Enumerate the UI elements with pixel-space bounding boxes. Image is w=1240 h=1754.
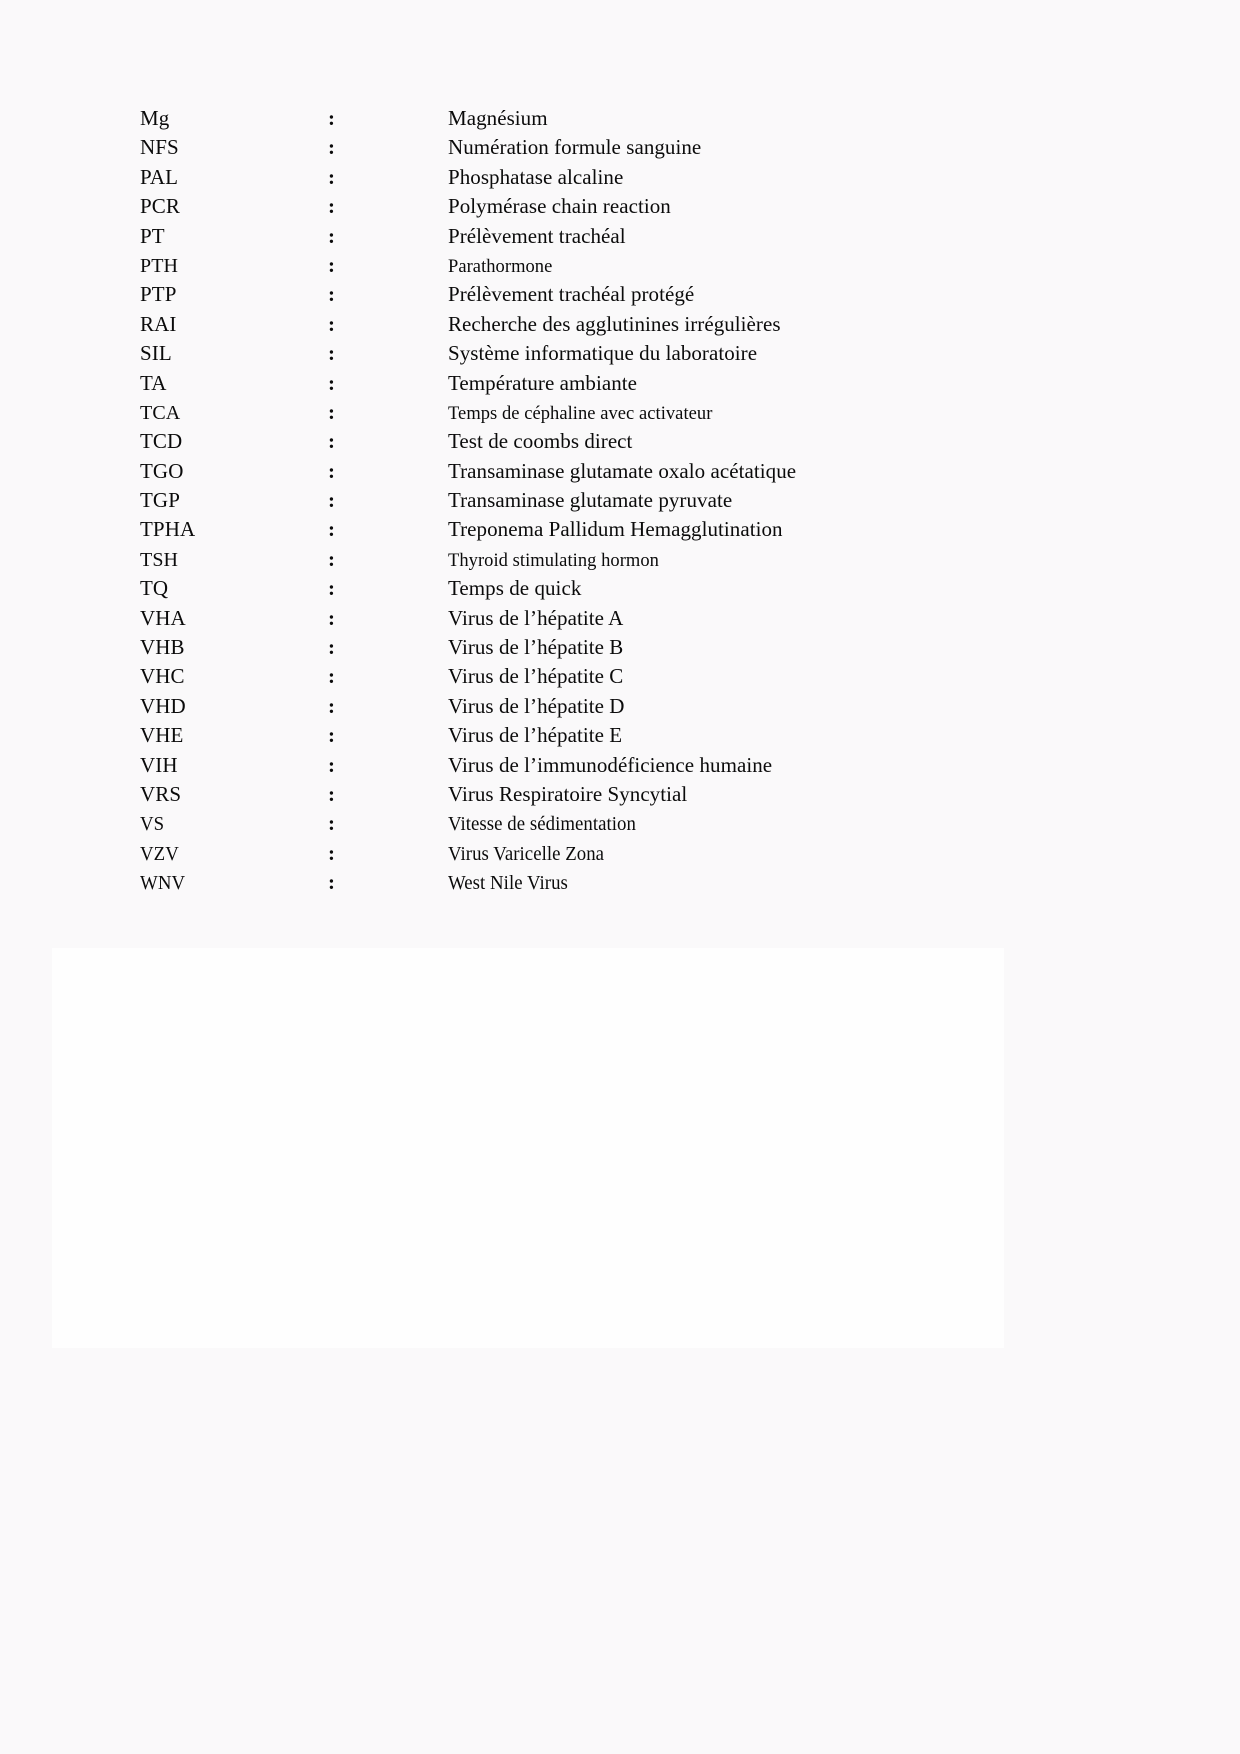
abbreviation-term: TCA [140,401,181,424]
abbreviation-row [140,574,1040,603]
abbreviation-term: NFS [140,135,179,160]
abbreviation-term: VRS [140,781,182,806]
abbreviation-separator: : [328,429,335,454]
abbreviation-definition: Magnésium [448,106,548,130]
abbreviation-definition: Virus de l’hépatite B [448,635,624,660]
abbreviation-definition: Parathormone [448,256,553,277]
abbreviation-row [140,633,1040,662]
abbreviation-row [140,780,1040,809]
abbreviation-term: VHE [140,723,184,748]
abbreviation-definition: Transaminase glutamate pyruvate [448,488,733,513]
abbreviation-row [140,398,1040,427]
abbreviation-row [140,192,1040,221]
abbreviation-separator: : [328,106,335,130]
abbreviation-term: RAI [140,311,177,336]
abbreviation-term: VHA [140,605,186,630]
abbreviation-separator: : [328,370,335,395]
abbreviation-separator: : [328,135,335,160]
abbreviation-definition: Polymérase chain reaction [448,194,671,219]
abbreviation-separator: : [328,723,335,748]
abbreviation-row [140,515,1040,544]
abbreviation-definition: Virus de l’hépatite C [448,664,624,689]
blank-content-panel [52,948,1004,1348]
abbreviation-row [140,486,1040,515]
abbreviation-definition: Virus Varicelle Zona [448,842,605,865]
abbreviation-separator: : [328,488,335,513]
abbreviation-definition: Virus de l’hépatite D [448,693,625,718]
abbreviation-term: WNV [140,872,186,895]
abbreviation-separator: : [328,840,335,865]
abbreviation-term: TGO [140,458,184,483]
abbreviation-term: VIH [140,752,178,777]
abbreviation-term: VHB [140,635,185,660]
abbreviation-definition: Virus Respiratoire Syncytial [448,781,688,806]
abbreviation-definition: Prélèvement trachéal [448,223,626,248]
abbreviation-row [140,251,1040,280]
abbreviation-term: TA [140,370,167,395]
abbreviation-row [140,839,1040,868]
abbreviation-separator: : [328,399,335,424]
abbreviation-definition: Système informatique du laboratoire [448,341,758,366]
abbreviation-term: PT [140,223,165,248]
abbreviation-term: PAL [140,164,179,189]
abbreviation-separator: : [328,252,335,277]
abbreviation-row [140,545,1040,574]
abbreviation-row [140,721,1040,750]
abbreviation-term: VHC [140,664,185,689]
abbreviation-separator: : [328,164,335,189]
abbreviation-term: PTP [140,282,177,307]
abbreviation-definition: Temps de quick [448,576,582,601]
abbreviation-term: TQ [140,576,169,601]
abbreviation-definition: Virus de l’hépatite E [448,723,623,748]
abbreviation-separator: : [328,635,335,660]
abbreviation-row [140,163,1040,192]
abbreviations-list [140,104,1040,898]
abbreviation-term: TCD [140,429,183,454]
abbreviation-separator: : [328,811,335,836]
abbreviation-definition: Transaminase glutamate oxalo acétatique [448,458,797,483]
abbreviation-term: TGP [140,488,180,513]
abbreviation-separator: : [328,576,335,601]
abbreviation-row [140,339,1040,368]
abbreviation-separator: : [328,458,335,483]
abbreviation-separator: : [328,546,335,571]
abbreviation-term: PCR [140,194,180,219]
abbreviation-definition: Prélèvement trachéal protégé [448,282,695,307]
abbreviation-row [140,692,1040,721]
abbreviation-term: Mg [140,106,170,130]
abbreviation-term: TSH [140,548,179,571]
abbreviation-row [140,310,1040,339]
abbreviation-definition: Vitesse de sédimentation [448,813,636,836]
abbreviation-row [140,809,1040,838]
abbreviation-row [140,369,1040,398]
abbreviation-term: VZV [140,842,179,865]
abbreviation-row [140,868,1040,897]
abbreviation-row [140,427,1040,456]
abbreviation-definition: Phosphatase alcaline [448,164,624,189]
abbreviation-term: VHD [140,693,186,718]
abbreviation-row [140,751,1040,780]
abbreviation-row [140,457,1040,486]
abbreviation-separator: : [328,870,335,895]
abbreviation-separator: : [328,341,335,366]
abbreviation-definition: Température ambiante [448,370,638,395]
abbreviation-definition: Recherche des agglutinines irrégulières [448,311,781,336]
abbreviation-separator: : [328,752,335,777]
abbreviation-separator: : [328,311,335,336]
abbreviation-separator: : [328,781,335,806]
abbreviation-definition: West Nile Virus [448,872,568,895]
abbreviation-definition: Temps de céphaline avec activateur [448,403,713,424]
abbreviation-row [140,133,1040,162]
abbreviation-separator: : [328,605,335,630]
abbreviation-separator: : [328,194,335,219]
abbreviation-definition: Numération formule sanguine [448,135,702,160]
abbreviation-separator: : [328,693,335,718]
abbreviation-separator: : [328,517,335,542]
abbreviation-term: TPHA [140,517,196,542]
abbreviation-definition: Thyroid stimulating hormon [448,550,659,571]
abbreviation-definition: Virus de l’hépatite A [448,605,624,630]
abbreviation-row [140,662,1040,691]
abbreviation-row [140,604,1040,633]
abbreviation-term: SIL [140,341,172,366]
abbreviation-row [140,222,1040,251]
abbreviation-row [140,280,1040,309]
abbreviation-row [140,104,1040,133]
abbreviation-separator: : [328,282,335,307]
abbreviation-definition: Virus de l’immunodéficience humaine [448,752,773,777]
abbreviation-term: PTH [140,254,179,277]
abbreviation-term: VS [140,813,165,836]
abbreviation-separator: : [328,664,335,689]
abbreviation-definition: Test de coombs direct [448,429,633,454]
abbreviation-separator: : [328,223,335,248]
abbreviation-definition: Treponema Pallidum Hemagglutination [448,517,783,542]
